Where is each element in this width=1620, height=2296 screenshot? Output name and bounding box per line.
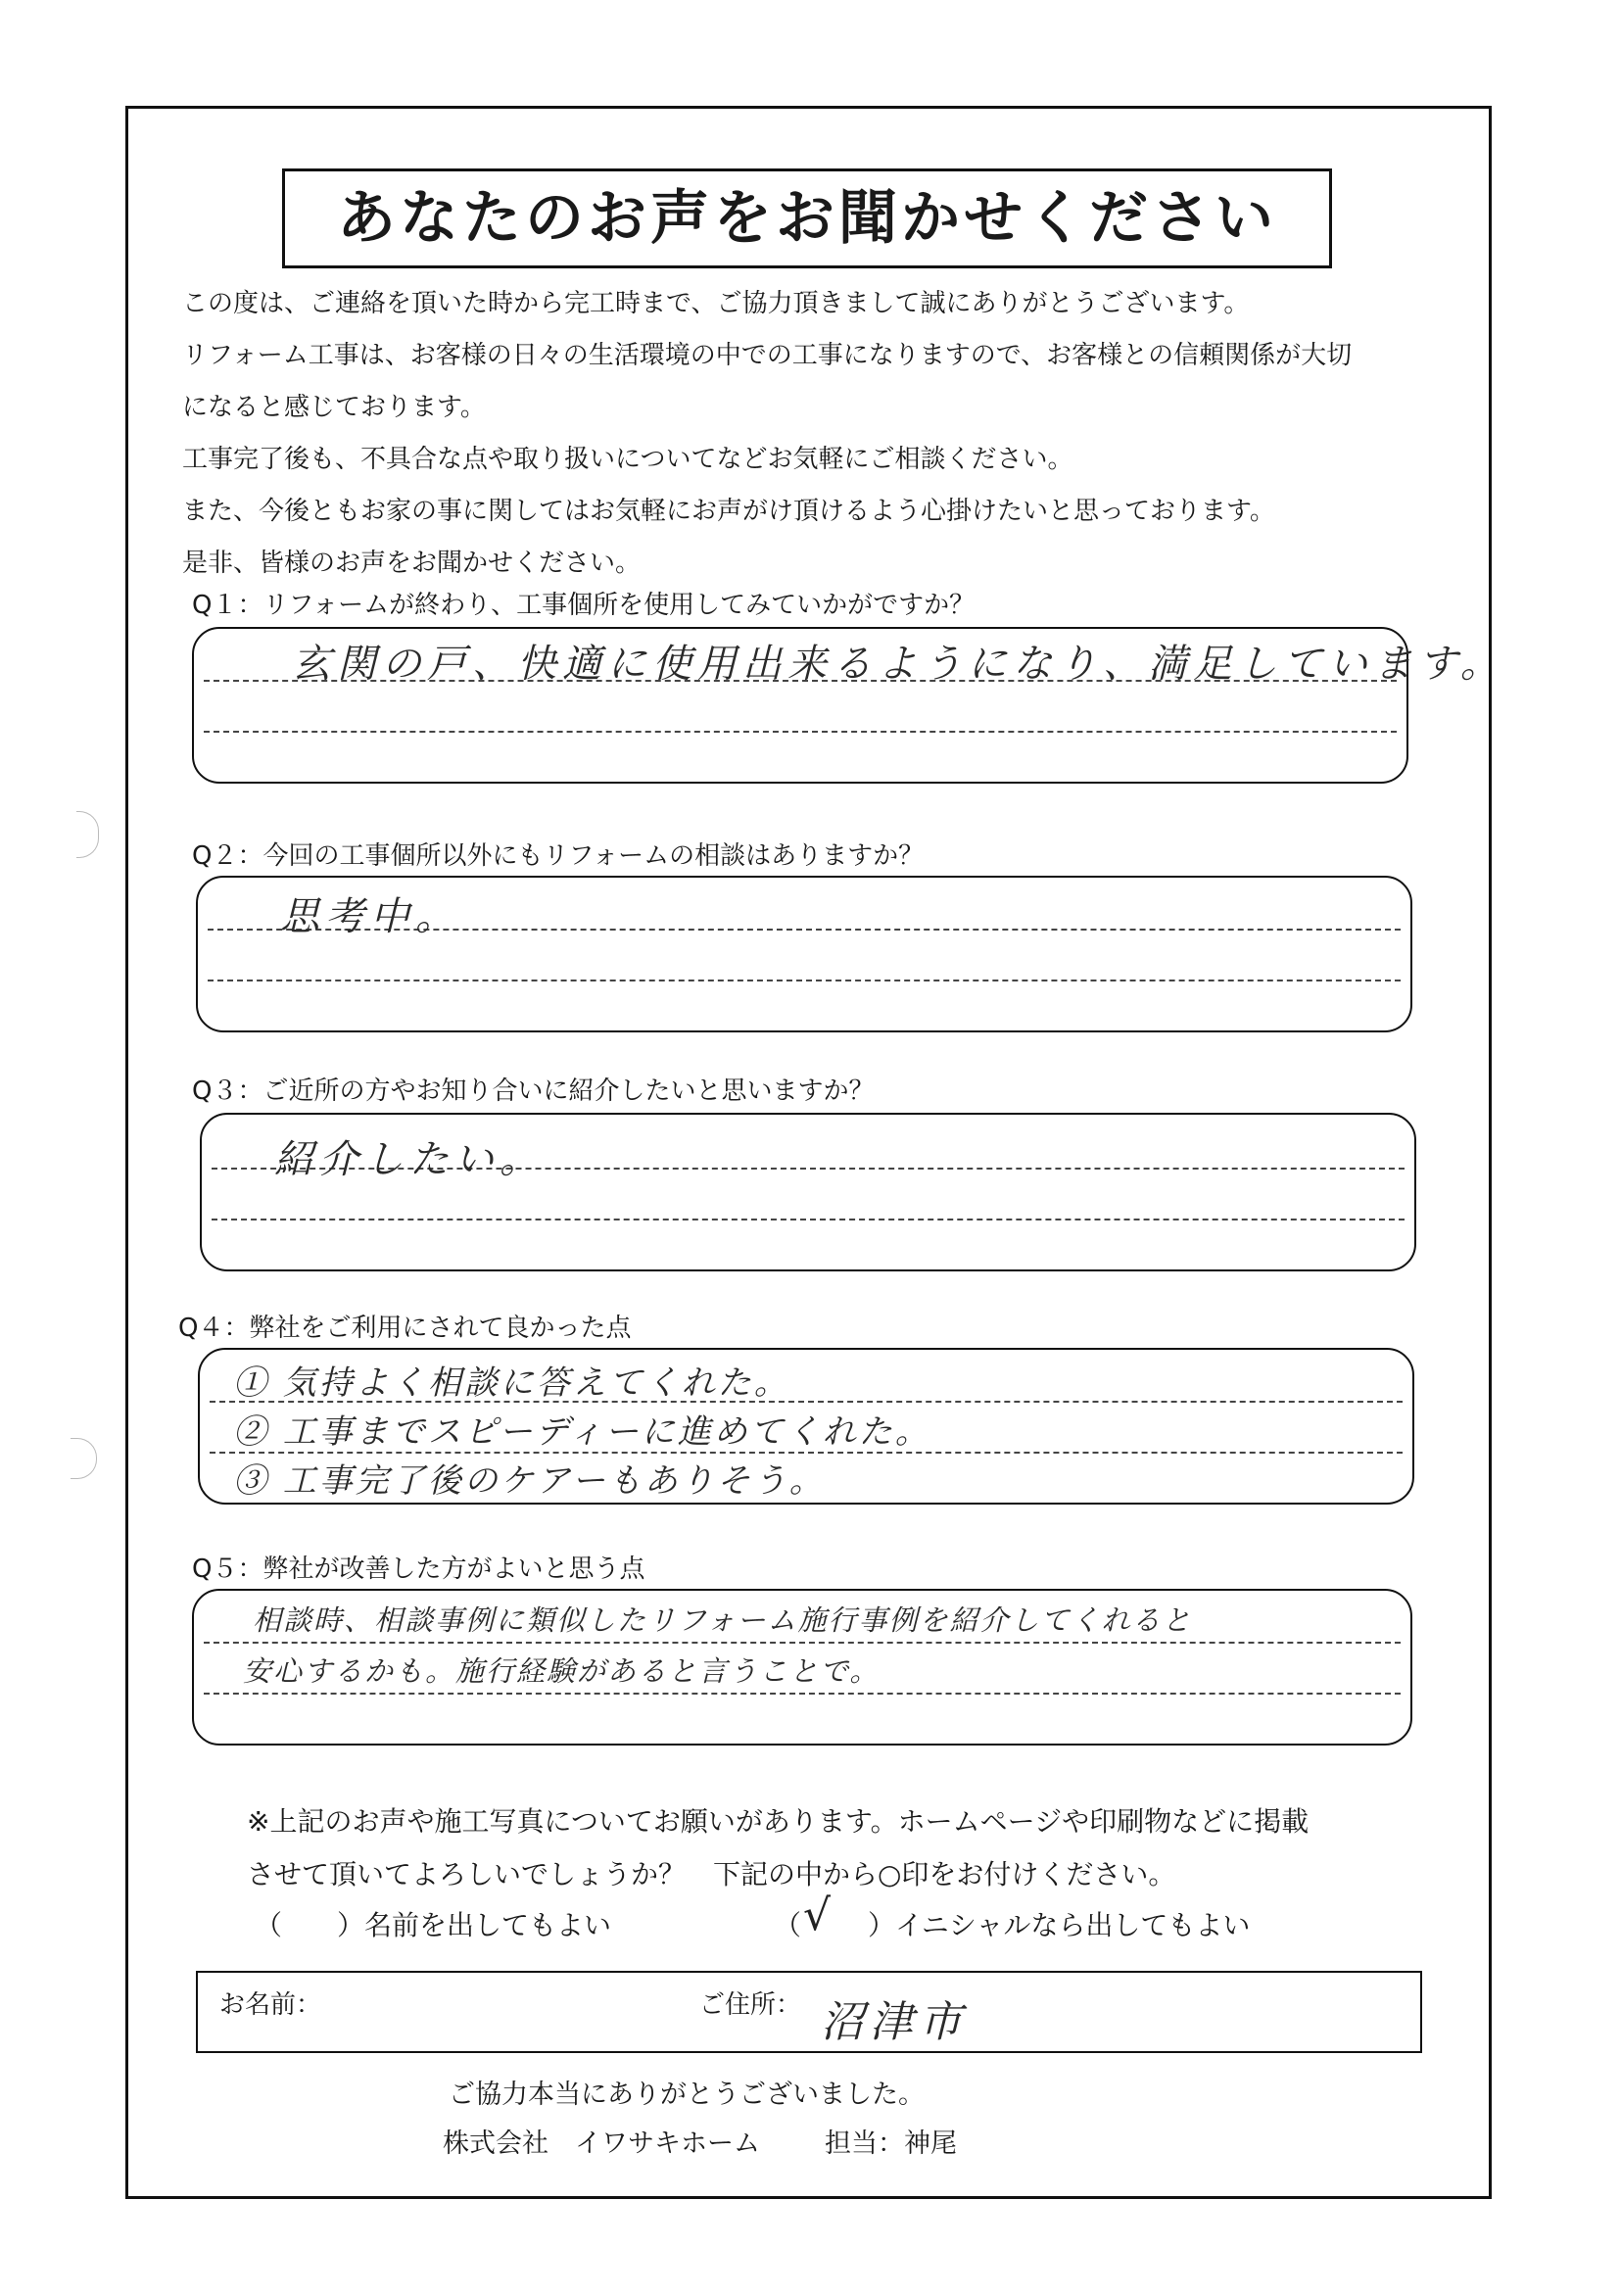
edge-mark <box>76 811 99 858</box>
answer-4-line-2: ② 工事までスピーディーに進めてくれた。 <box>233 1412 931 1452</box>
publication-notice-line-2: させて頂いてよろしいでしょうか？ 下記の中から○印をお付けください。 <box>247 1858 1176 1890</box>
intro-line: 是非、皆様のお声をお聞かせください。 <box>182 549 642 578</box>
answer-box-5[interactable] <box>192 1589 1412 1746</box>
thanks-text: ご協力本当にありがとうございました。 <box>449 2080 925 2110</box>
intro-text <box>182 278 1455 590</box>
question-1-label: Q１：リフォームが終わり、工事個所を使用してみていかがですか？ <box>192 591 976 620</box>
address-value: 沼津市 <box>821 1997 968 2047</box>
intro-line: リフォーム工事は、お客様の日々の生活環境の中での工事になりますので、お客様との信頼関係が大切 <box>182 341 1353 370</box>
staff-name: 担当：神尾 <box>825 2129 957 2159</box>
publication-notice-line-1: ※上記のお声や施工写真についてお願いがあります。ホームページや印刷物などに掲載 <box>247 1805 1310 1838</box>
answer-5-line-1: 相談時、相談事例に類似したリフォーム施行事例を紹介してくれると <box>253 1603 1193 1637</box>
answer-box-4[interactable] <box>198 1348 1414 1505</box>
answer-box-1[interactable] <box>192 627 1505 784</box>
question-3-label: Q３：ご近所の方やお知り合いに紹介したいと思いますか？ <box>192 1076 875 1106</box>
answer-line <box>204 1693 1401 1695</box>
intro-line: この度は、ご連絡を頂いた時から完工時まで、ご協力頂きまして誠にありがとうございます。 <box>182 289 1250 318</box>
answer-line <box>204 1642 1401 1644</box>
answer-4-line-3: ③ 工事完了後のケアーもありそう。 <box>233 1461 826 1501</box>
answer-box-2[interactable] <box>196 876 1412 1032</box>
intro-line: また、今後ともお家の事に関してはお気軽にお声がけ頂けるよう心掛けたいと思っております。 <box>182 497 1275 526</box>
check-mark-icon: √ <box>803 1890 832 1940</box>
initial-option[interactable] <box>774 1908 1250 1943</box>
answer-line <box>212 1219 1405 1220</box>
answer-1-text: 玄関の戸、快適に使用出来るようになり、満足しています。 <box>292 642 1505 687</box>
contact-box <box>196 1971 1422 2053</box>
answer-box-3[interactable] <box>200 1113 1416 1271</box>
question-5-label: Q５：弊社が改善した方がよいと思う点 <box>192 1555 645 1584</box>
answer-5-line-2: 安心するかも。施行経験があると言うことで。 <box>243 1654 881 1688</box>
question-4-label: Q４：弊社をご利用にされて良かった点 <box>178 1314 632 1343</box>
answer-2-text: 思考中。 <box>280 894 460 939</box>
initial-option-close: ）イニシャルなら出してもよい <box>868 1909 1251 1941</box>
address-label: ご住所： <box>699 1990 802 2020</box>
intro-line: になると感じております。 <box>182 393 486 422</box>
company-name: 株式会社 イワサキホーム <box>443 2129 760 2159</box>
intro-line: 工事完了後も、不具合な点や取り扱いについてなどお気軽にご相談ください。 <box>182 445 1073 474</box>
name-label: お名前： <box>219 1990 322 2020</box>
name-option[interactable]: （ ）名前を出してもよい <box>255 1909 612 1941</box>
answer-line <box>204 731 1397 733</box>
answer-line <box>208 980 1401 981</box>
answer-3-text: 紹介したい。 <box>274 1137 545 1182</box>
question-2-label: Q２：今回の工事個所以外にもリフォームの相談はありますか？ <box>192 841 925 871</box>
answer-4-line-1: ① 気持よく相談に答えてくれた。 <box>233 1363 790 1403</box>
edge-mark <box>71 1438 97 1479</box>
initial-option-open: （ <box>774 1909 802 1941</box>
page-title: あなたのお声をお聞かせください <box>282 168 1332 268</box>
